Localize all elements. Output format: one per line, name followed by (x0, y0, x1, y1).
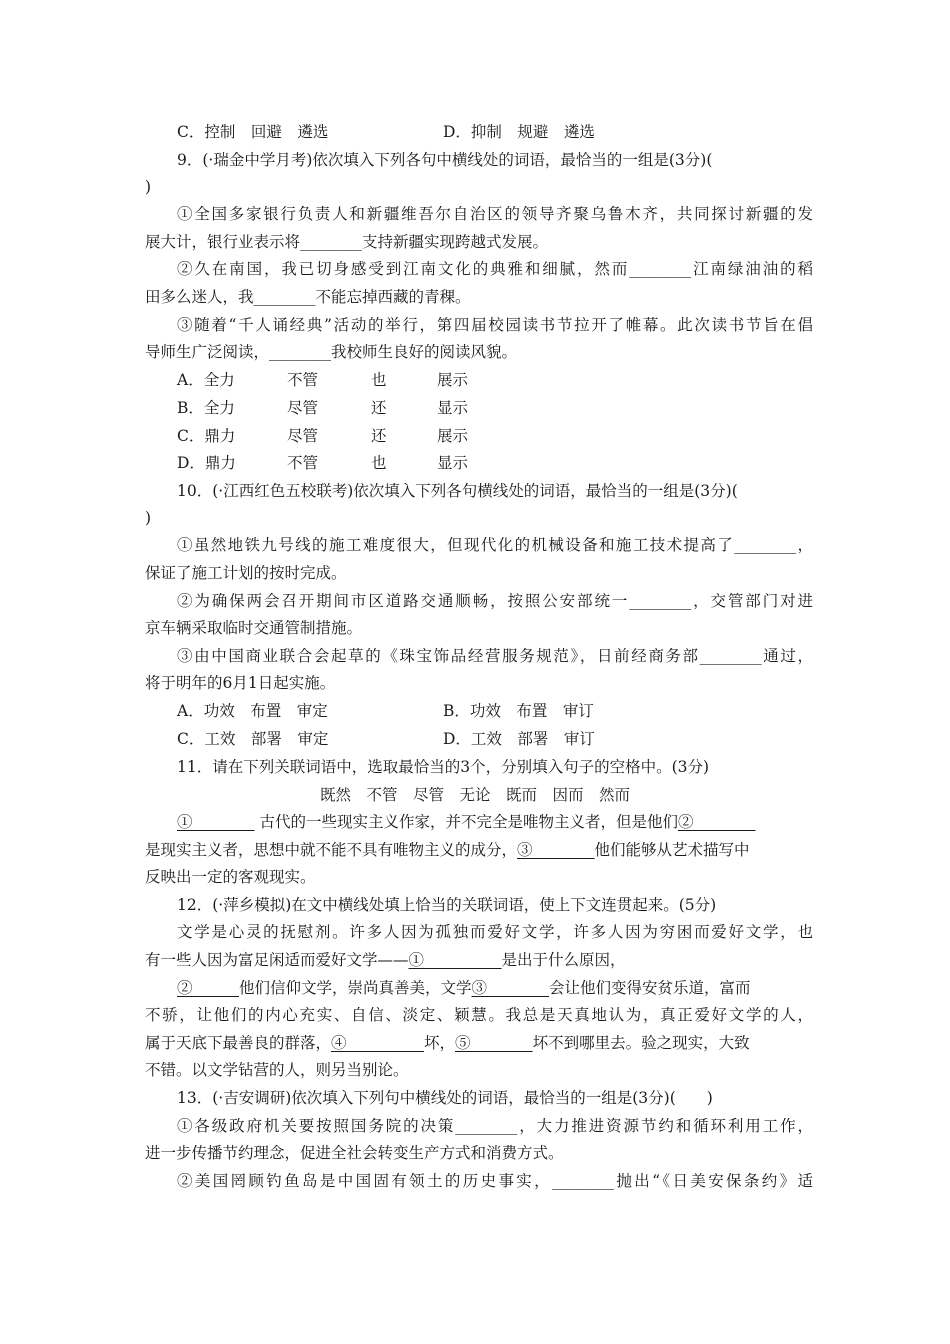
q12-passage-text-5: 属于天底下最善良的群落， (145, 1034, 332, 1052)
q9-option-b-word2: 尽管 (287, 399, 319, 417)
q12-passage-text-4: 会让他们变得安贫乐道，富而 (549, 979, 751, 997)
q9-option-a-word4: 展示 (437, 371, 469, 389)
q10-sentence-3-cont: 将于明年的6月1日起实施。 (145, 674, 336, 692)
q12-passage-text-1: 有一些人因为富足闲适而爱好文学—— (145, 951, 409, 969)
q9-option-c-word2: 尽管 (287, 427, 319, 445)
q9-sentence-3: ③随着“千人诵经典”活动的举行，第四届校园读书节拉开了帷幕。此次读书节旨在倡 (177, 316, 813, 334)
q12-stem: 12．(·萍乡模拟)在文中横线处填上恰当的关联词语，使上下文连贯起来。(5分) (177, 896, 717, 914)
q12-passage-line-1: 文学是心灵的抚慰剂。许多人因为孤独而爱好文学，许多人因为穷困而爱好文学，也 (177, 923, 813, 941)
q12-passage-text-7: 坏不到哪里去。验之现实，大致 (532, 1034, 750, 1052)
q9-option-c-word4: 展示 (437, 427, 469, 445)
q9-option-d-word3: 也 (371, 454, 387, 472)
q10-option-b: B．功效 布置 审订 (443, 702, 594, 720)
q12-blank-1[interactable]: ①__________ (408, 951, 502, 969)
q9-option-d-word1: D．鼎力 (177, 454, 236, 472)
q9-option-a-word1: A．全力 (177, 371, 235, 389)
q10-option-a: A．功效 布置 审定 (177, 702, 328, 720)
q12-passage-line-2 (145, 950, 626, 970)
q9-option-c-word1: C．鼎力 (177, 427, 236, 445)
q12-passage-line-5 (145, 1033, 750, 1053)
q12-blank-5[interactable]: ⑤________ (455, 1034, 533, 1052)
q10-stem-paren: ) (145, 509, 152, 527)
q9-option-b-word4: 显示 (437, 399, 469, 417)
q9-option-a-word2: 不管 (287, 371, 319, 389)
q9-option-b-word1: B．全力 (177, 399, 235, 417)
q10-sentence-2-cont: 京车辆采取临时交通管制措施。 (145, 619, 363, 637)
q11-stem: 11．请在下列关联词语中，选取最恰当的3个，分别填入句子的空格中。(3分) (177, 758, 710, 776)
q10-sentence-1-cont: 保证了施工计划的按时完成。 (145, 564, 347, 582)
q13-sentence-2: ②美国罔顾钓鱼岛是中国固有领土的历史事实，________抛出“《日美安保条约》适 (177, 1172, 813, 1190)
q12-passage-text-6: 坏， (424, 1034, 456, 1052)
q12-blank-3[interactable]: ③________ (471, 979, 550, 997)
q9-sentence-1-cont: 展大计，银行业表示将________支持新疆实现跨越式发展。 (145, 233, 549, 251)
q12-passage-line-6: 不错。以文学钻营的人，则另当别论。 (145, 1061, 409, 1079)
q10-option-d: D．工效 部署 审订 (443, 730, 595, 748)
q11-blank-1[interactable]: ①________ (177, 813, 255, 831)
q9-option-d-word4: 显示 (437, 454, 469, 472)
q10-option-c: C．工效 部署 审定 (177, 730, 329, 748)
q12-passage-text-2: 是出于什么原因， (501, 951, 626, 969)
q11-passage-text-2: 是现实主义者，思想中就不能不具有唯物主义的成分， (145, 841, 518, 859)
q10-sentence-1: ①虽然地铁九号线的施工难度很大，但现代化的机械设备和施工技术提高了________， (177, 536, 813, 554)
q11-blank-2[interactable]: ②________ (677, 813, 756, 831)
q10-sentence-2: ②为确保两会召开期间市区道路交通顺畅，按照公安部统一________，交管部门对进 (177, 592, 813, 610)
q13-sentence-1-cont: 进一步传播节约理念，促进全社会转变生产方式和消费方式。 (145, 1144, 564, 1162)
q9-option-b-word3: 还 (371, 399, 387, 417)
q10-stem: 10．(·江西红色五校联考)依次填入下列各句横线处的词语，最恰当的一组是(3分)( (177, 482, 738, 500)
q11-passage-text-3: 他们能够从艺术描写中 (594, 841, 750, 859)
q11-passage-line-1 (177, 812, 755, 832)
q9-sentence-3-cont: 导师生广泛阅读，________我校师生良好的阅读风貌。 (145, 343, 518, 361)
q12-passage-line-4: 不骄，让他们的内心充实、自信、淡定、颖慧。我总是天真地认为，真正爱好文学的人， (145, 1006, 813, 1024)
q12-passage-line-3 (177, 978, 751, 998)
q9-option-c-word3: 还 (371, 427, 387, 445)
q8-option-d: D．抑制 规避 遴选 (443, 123, 595, 141)
q10-sentence-3: ③由中国商业联合会起草的《珠宝饰品经营服务规范》，日前经商务部________通过， (177, 647, 813, 665)
q11-passage-text-1: 古代的一些现实主义作家，并不完全是唯物主义者，但是他们 (259, 813, 678, 831)
q9-sentence-1: ①全国多家银行负责人和新疆维吾尔自治区的领导齐聚乌鲁木齐，共同探讨新疆的发 (177, 205, 813, 223)
q12-blank-4[interactable]: ④__________ (331, 1034, 425, 1052)
q9-sentence-2: ②久在南国，我已切身感受到江南文化的典雅和细腻，然而________江南绿油油的稻 (177, 260, 813, 278)
q9-option-d-word2: 不管 (287, 454, 319, 472)
q11-passage-line-2 (145, 840, 750, 860)
q11-blank-3[interactable]: ③________ (517, 841, 595, 859)
q9-option-a-word3: 也 (371, 371, 387, 389)
q13-stem: 13．(·吉安调研)依次填入下列句中横线处的词语，最恰当的一组是(3分)( ) (177, 1089, 713, 1107)
q12-blank-2[interactable]: ②______ (177, 979, 240, 997)
q9-stem-paren: ) (145, 178, 152, 196)
q12-passage-text-3: 他们信仰文学，崇尚真善美，文学 (239, 979, 472, 997)
q13-sentence-1: ①各级政府机关要按照国务院的决策________，大力推进资源节约和循环利用工作， (177, 1117, 813, 1135)
q11-passage-line-3: 反映出一定的客观现实。 (145, 868, 316, 886)
q8-option-c: C．控制 回避 遴选 (177, 123, 329, 141)
q11-word-bank: 既然 不管 尽管 无论 既而 因而 然而 (319, 786, 630, 804)
q9-stem: 9．(·瑞金中学月考)依次填入下列各句中横线处的词语，最恰当的一组是(3分)( (177, 151, 713, 169)
q9-sentence-2-cont: 田多么迷人，我________不能忘掉西藏的青稞。 (145, 288, 471, 306)
